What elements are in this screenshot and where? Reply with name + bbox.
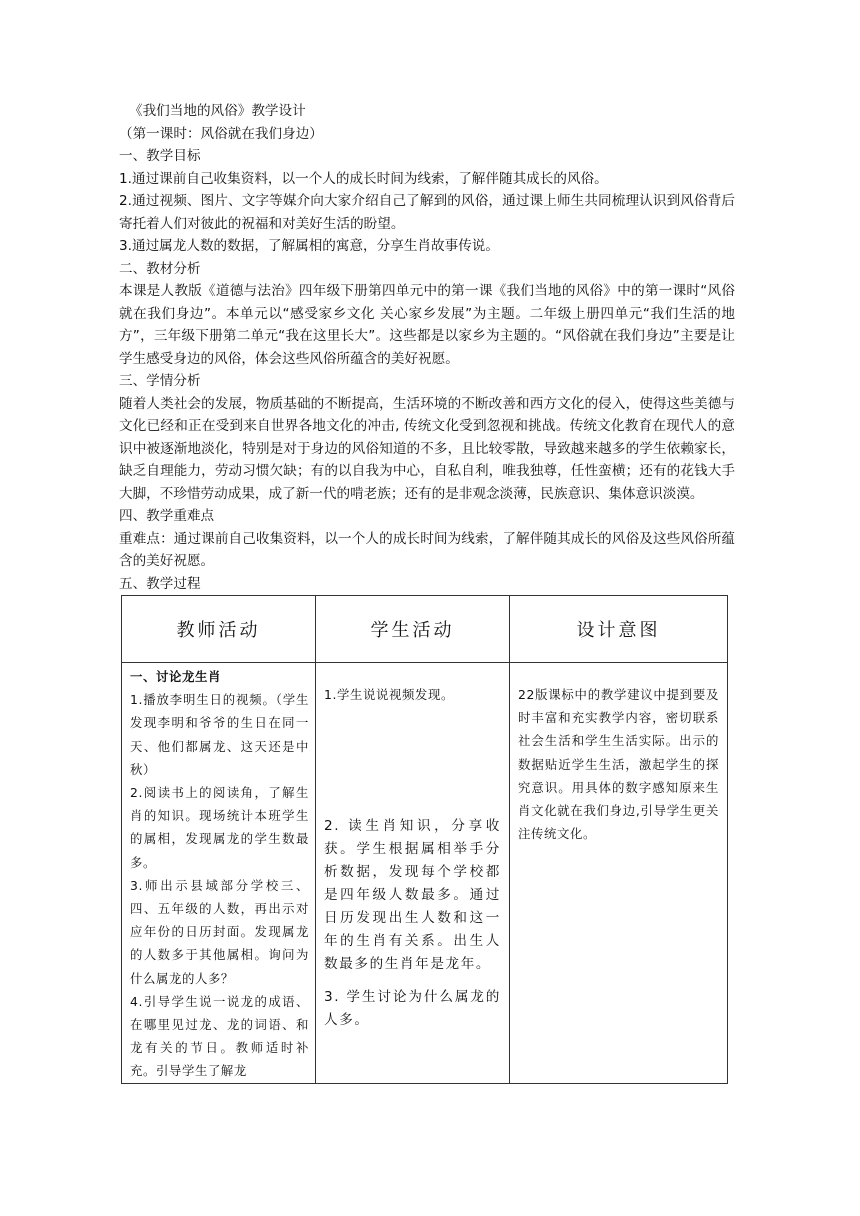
intent-cell (510, 663, 728, 1084)
teacher-item-1: 1.播放李明生日的视频。（学生发现李明和爷爷的生日在同一天、他们都属龙、这天还是中秋） (130, 692, 309, 777)
goal-1: 1.通过课前自己收集资料，以一个人的成长时间为线索，了解伴随其成长的风俗。 (119, 170, 608, 187)
design-intent: 22版课标中的教学建议中提到要及时丰富和充实教学内容，密切联系社会生活和学生生活实际。出示的数据贴近学生生活，激起学生的探究意识。用具体的数字感知原来生肖文化就在我们身边,引导学生更关注传统文化。 (518, 687, 719, 842)
student-item-3: 3. 学生讨论为什么属龙的人多。 (324, 989, 501, 1029)
section-heading-students: 三、学情分析 (119, 373, 201, 389)
section-heading-goals: 一、教学目标 (119, 148, 201, 164)
header-student: 学生活动 (316, 596, 510, 663)
doc-title: 《我们当地的风俗》教学设计 (129, 103, 306, 119)
teacher-title: 一、讨论龙生肖 (130, 669, 221, 684)
textbook-analysis: 本课是人教版《道德与法治》四年级下册第四单元中的第一课《我们当地的风俗》中的第一课时“风俗就在我们身边”。本单元以“感受家乡文化 关心家乡发展”为主题。二年级上册四单元“我们生活的地方”，三年级下册第二单元“我在这里长大”。这些都是以家乡为主题的。“风俗就在我们身边”主要是让学生感受身边的风俗，体会这些风俗所蕴含的美好祝愿。 (119, 283, 735, 367)
doc-subtitle: （第一课时：风俗就在我们身边） (119, 125, 323, 142)
teacher-cell (122, 663, 316, 1084)
student-item-1: 1.学生说说视频发现。 (324, 687, 454, 702)
section-heading-keypoints: 四、教学重难点 (119, 508, 215, 524)
process-table (121, 595, 728, 1084)
section-heading-process: 五、教学过程 (119, 575, 201, 592)
document-page (119, 100, 735, 1084)
section-heading-textbook: 二、教材分析 (119, 260, 201, 277)
student-analysis: 随着人类社会的发展，物质基础的不断提高，生活环境的不断改善和西方文化的侵入，使得这些美德与文化已经和正在受到来自世界各地文化的冲击, 传统文化受到忽视和挑战。传统文化教育在现代人的意识中被逐渐地淡化，特别是对于身边的风俗知道的不多，且比较零散，导致越来越多的学生依赖家长，缺乏自理能力，劳动习惯欠缺；有的以自我为中心，自私自利，唯我独尊，任性蛮横；还有的花钱大手大脚，不珍惜劳动成果，成了新一代的啃老族；还有的是非观念淡薄，民族意识、集体意识淡漠。 (119, 395, 735, 502)
teacher-item-2: 2.阅读书上的阅读角，了解生肖的知识。现场统计本班学生的属相，发现属龙的学生数最多。 (130, 785, 309, 870)
student-item-2: 2. 读生肖知识，分享收获。学生根据属相举手分析数据，发现每个学校都是四年级人数最多。通过日历发现出生人数和这一年的生肖有关系。出生人数最多的生肖年是龙年。 (324, 818, 501, 973)
header-teacher: 教师活动 (122, 596, 316, 663)
table-header-row (122, 596, 728, 663)
student-cell (316, 663, 510, 1084)
goal-2: 2.通过视频、图片、文字等媒介向大家介绍自己了解到的风俗，通过课上师生共同梳理认识到风俗背后寄托着人们对彼此的祝福和对美好生活的盼望。 (119, 193, 735, 232)
teacher-item-3: 3.师出示县域部分学校三、四、五年级的人数，再出示对应年份的日历封面。发现属龙的人数多于其他属相。询问为什么属龙的人多？ (130, 877, 309, 986)
keypoints: 重难点：通过课前自己收集资料，以一个人的成长时间为线索，了解伴随其成长的风俗及这些风俗所蕴含的美好祝愿。 (119, 530, 735, 569)
teacher-item-4: 4.引导学生说一说龙的成语、在哪里见过龙、龙的词语、和龙有关的节日。教师适时补充。引导学生了解龙 (130, 993, 309, 1079)
header-intent: 设计意图 (510, 596, 728, 663)
table-row (122, 663, 728, 1084)
goal-3: 3.通过属龙人数的数据，了解属相的寓意，分享生肖故事传说。 (119, 238, 499, 254)
